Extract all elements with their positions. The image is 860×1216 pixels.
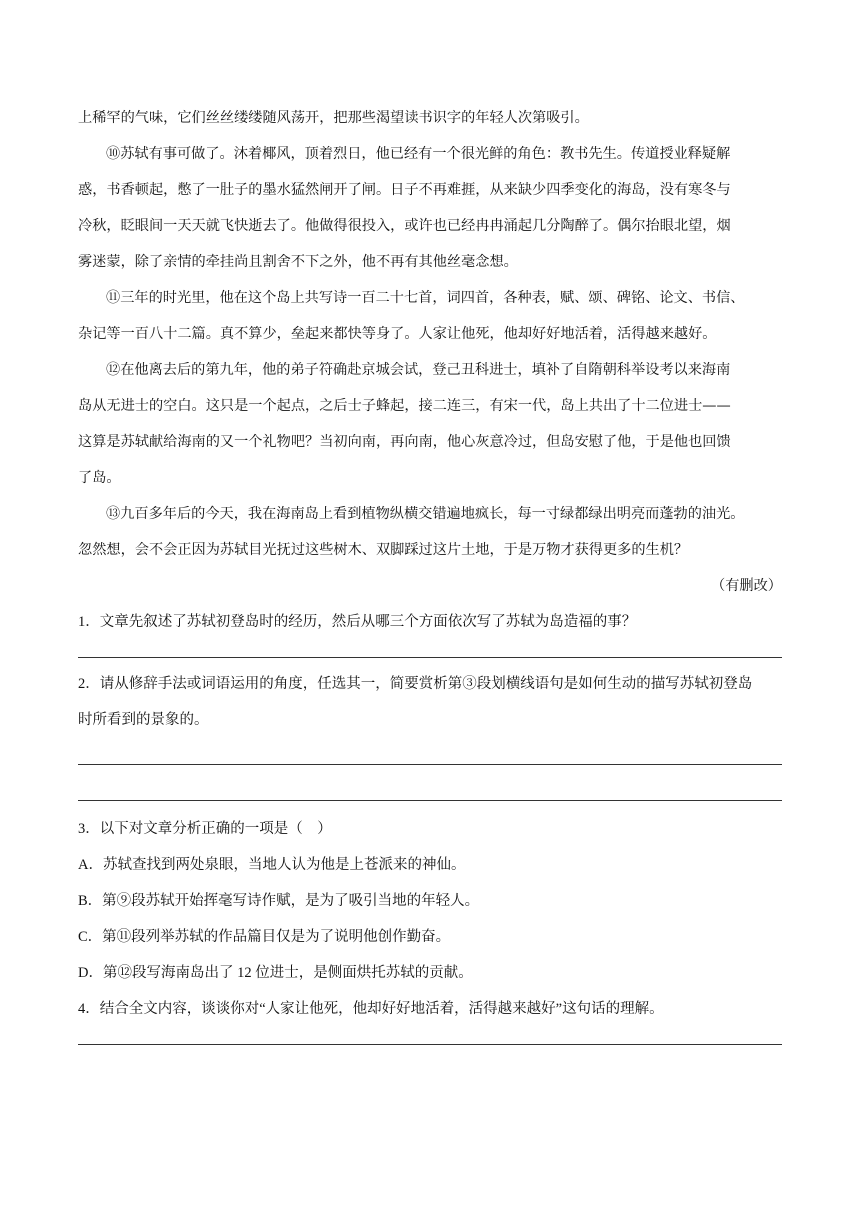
passage-line: 雾迷蒙，除了亲情的牵挂尚且割舍不下之外，他不再有其他丝毫念想。 xyxy=(78,254,518,270)
question-3-option-a: A．苏轼查找到两处泉眼，当地人认为他是上苍派来的神仙。 xyxy=(78,857,466,873)
passage-line: 这算是苏轼献给海南的又一个礼物吧？当初向南，再向南，他心灰意冷过，但岛安慰了他，于是他也回馈 xyxy=(78,434,731,450)
paragraph-11 xyxy=(78,280,782,352)
answer-line-q4[interactable] xyxy=(78,1027,782,1045)
passage-line: ⑩苏轼有事可做了。沐着椰风，顶着烈日，他已经有一个很光鲜的角色：教书先生。传道授业释疑解 xyxy=(106,146,731,162)
document-page xyxy=(78,100,782,1045)
passage-line: 冷秋，眨眼间一天天就飞快逝去了。他做得很投入，或许也已经冉冉涌起几分陶醉了。偶尔抬眼北望，烟 xyxy=(78,218,731,234)
passage-line: 上稀罕的气味，它们丝丝缕缕随风荡开，把那些渴望读书识字的年轻人次第吸引。 xyxy=(78,110,589,126)
passage-line: 忽然想，会不会正因为苏轼目光抚过这些树木、双脚踩过这片土地，于是万物才获得更多的生机？ xyxy=(78,542,689,558)
passage-line: 杂记等一百八十二篇。真不算少，垒起来都快等身了。人家让他死，他却好好地活着，活得越来越好。 xyxy=(78,326,717,342)
passage-line: 惑，书香顿起，憋了一肚子的墨水猛然闸开了闸。日子不再难捱，从来缺少四季变化的海岛，没有寒冬与 xyxy=(78,182,731,198)
question-3-option-d: D．第⑫段写海南岛出了 12 位进士，是侧面烘托苏轼的贡献。 xyxy=(78,965,473,981)
question-4: 4．结合全文内容，谈谈你对“人家让他死，他却好好地活着，活得越来越好”这句话的理解。 xyxy=(78,1001,664,1017)
passage-line: ⑪三年的时光里，他在这个岛上共写诗一百二十七首，词四首，各种表，赋、颂、碑铭、论文、书信、 xyxy=(106,290,745,306)
question-3-option-b: B．第⑨段苏轼开始挥毫写诗作赋，是为了吸引当地的年轻人。 xyxy=(78,893,480,909)
paragraph-12 xyxy=(78,352,782,496)
paragraph-10 xyxy=(78,136,782,280)
question-3-option-c: C．第⑪段列举苏轼的作品篇目仅是为了说明他创作勤奋。 xyxy=(78,929,451,945)
passage-line: 岛从无进士的空白。这只是一个起点，之后士子蜂起，接二连三，有宋一代，岛上共出了十二位进士—— xyxy=(78,398,731,414)
paragraph-13 xyxy=(78,496,782,568)
passage-line: ⑬九百多年后的今天，我在海南岛上看到植物纵横交错遍地疯长，每一寸绿都绿出明亮而蓬勃的油光。 xyxy=(106,506,745,522)
question-2-line: 2．请从修辞手法或词语运用的角度，任选其一，简要赏析第③段划横线语句是如何生动的描写苏轼初登岛 xyxy=(78,676,753,692)
edit-note: （有删改） xyxy=(711,578,782,594)
answer-line-q1[interactable] xyxy=(78,640,782,658)
answer-line-q2-2[interactable] xyxy=(78,765,782,801)
passage-line: 了岛。 xyxy=(78,470,121,486)
passage-line: ⑫在他离去后的第九年，他的弟子符确赴京城会试，登己丑科进士，填补了自隋朝科举设考以来海南 xyxy=(106,362,731,378)
question-3-stem: 3．以下对文章分析正确的一项是（ ） xyxy=(78,821,332,837)
question-2-line: 时所看到的景象的。 xyxy=(78,712,209,728)
question-1: 1．文章先叙述了苏轼初登岛时的经历，然后从哪三个方面依次写了苏轼为岛造福的事？ xyxy=(78,614,637,630)
answer-line-q2-1[interactable] xyxy=(78,738,782,765)
